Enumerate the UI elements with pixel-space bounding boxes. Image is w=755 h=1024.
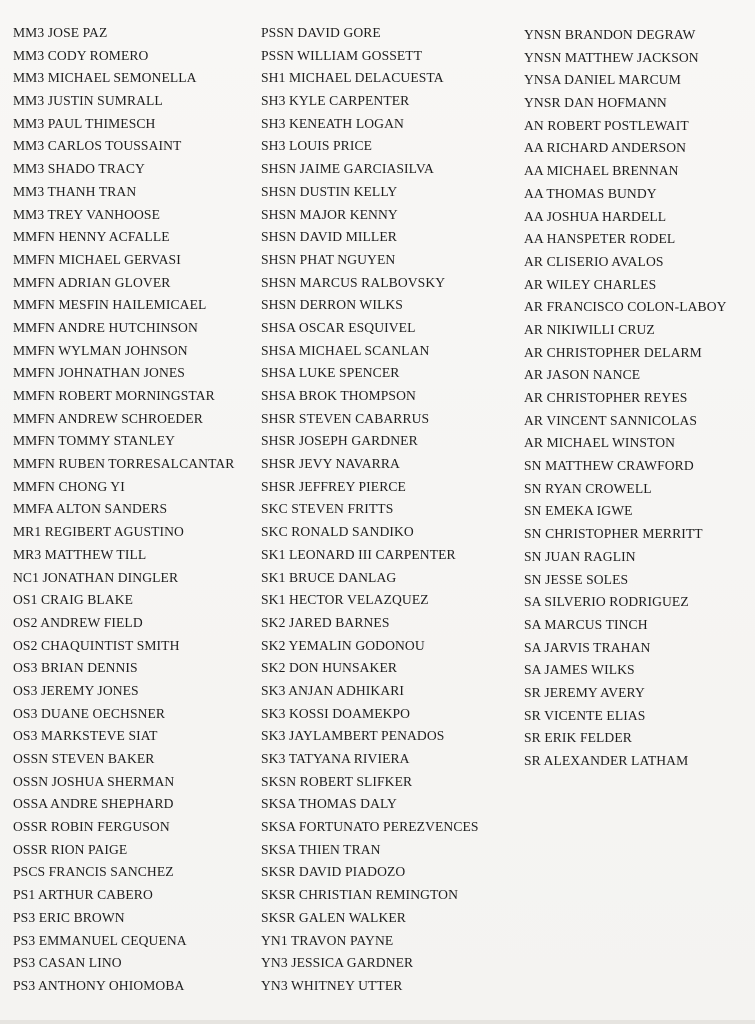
roster-entry: MMFN RUBEN TORRESALCANTAR [13, 456, 235, 472]
roster-entry: NC1 JONATHAN DINGLER [13, 569, 179, 585]
roster-entry: SHSN MAJOR KENNY [261, 206, 398, 222]
roster-entry: OS3 DUANE OECHSNER [13, 705, 166, 721]
roster-entry: MM3 JUSTIN SUMRALL [13, 93, 163, 109]
roster-entry: MM3 SHADO TRACY [13, 161, 145, 177]
roster-entry: MMFN TOMMY STANLEY [13, 433, 176, 449]
roster-entry: OS3 MARKSTEVE SIAT [13, 728, 158, 744]
roster-entry: SR VICENTE ELIAS [524, 707, 646, 723]
roster-entry: SHSN DAVID MILLER [261, 229, 397, 245]
page-bottom-edge [0, 1020, 755, 1024]
roster-entry: SHSN DUSTIN KELLY [261, 183, 398, 199]
roster-entry: PS3 ERIC BROWN [13, 909, 125, 925]
roster-entry: AA MICHAEL BRENNAN [524, 163, 679, 179]
roster-entry: SA MARCUS TINCH [524, 616, 648, 632]
roster-entry: AN ROBERT POSTLEWAIT [524, 117, 689, 133]
roster-entry: SK1 HECTOR VELAZQUEZ [261, 592, 429, 608]
roster-entry: MM3 TREY VANHOOSE [13, 206, 160, 222]
roster-entry: AR NIKIWILLI CRUZ [524, 321, 655, 337]
roster-entry: SR ERIK FELDER [524, 730, 632, 746]
roster-entry: SN CHRISTOPHER MERRITT [524, 526, 703, 542]
roster-entry: AA THOMAS BUNDY [524, 185, 657, 201]
roster-entry: OSSR RION PAIGE [13, 841, 128, 857]
roster-entry: OSSR ROBIN FERGUSON [13, 819, 170, 835]
roster-entry: SKSR DAVID PIADOZO [261, 864, 406, 880]
roster-entry: AR CHRISTOPHER DELARM [524, 344, 702, 360]
roster-entry: SN MATTHEW CRAWFORD [524, 458, 694, 474]
roster-entry: MR3 MATTHEW TILL [13, 546, 147, 562]
roster-entry: MMFN WYLMAN JOHNSON [13, 342, 188, 358]
roster-column-1 [13, 22, 234, 998]
roster-entry: SHSR JEFFREY PIERCE [261, 478, 406, 494]
roster-entry: SHSA MICHAEL SCANLAN [261, 342, 430, 358]
roster-entry: SKSN ROBERT SLIFKER [261, 773, 413, 789]
roster-entry: MMFN JOHNATHAN JONES [13, 365, 185, 381]
roster-entry: PSCS FRANCIS SANCHEZ [13, 864, 174, 880]
roster-entry: PS3 EMMANUEL CEQUENA [13, 932, 187, 948]
roster-entry: PS1 ARTHUR CABERO [13, 887, 153, 903]
roster-entry: OSSN JOSHUA SHERMAN [13, 773, 175, 789]
roster-entry: AR FRANCISCO COLON-LABOY [524, 299, 727, 315]
roster-entry: MMFN MESFIN HAILEMICAEL [13, 297, 207, 313]
roster-entry: SH1 MICHAEL DELACUESTA [261, 70, 444, 86]
roster-entry: MMFN ANDRE HUTCHINSON [13, 319, 198, 335]
roster-entry: SK2 DON HUNSAKER [261, 660, 398, 676]
roster-entry: AR CHRISTOPHER REYES [524, 390, 688, 405]
roster-entry: OSSA ANDRE SHEPHARD [13, 796, 174, 812]
roster-entry: SHSA OSCAR ESQUIVEL [261, 319, 416, 335]
roster-entry: YN1 TRAVON PAYNE [261, 932, 394, 948]
roster-entry: AA JOSHUA HARDELL [524, 208, 667, 224]
roster-entry: MMFN MICHAEL GERVASI [13, 251, 181, 267]
roster-entry: SHSA BROK THOMPSON [261, 388, 416, 403]
roster-entry: AA RICHARD ANDERSON [524, 140, 687, 156]
roster-entry: MM3 PAUL THIMESCH [13, 115, 156, 131]
roster-entry: SHSN DERRON WILKS [261, 297, 403, 313]
roster-entry: SA JAMES WILKS [524, 662, 635, 678]
roster-entry: YNSR DAN HOFMANN [524, 95, 667, 111]
roster-entry: AR MICHAEL WINSTON [524, 435, 676, 451]
roster-entry: SH3 LOUIS PRICE [261, 138, 373, 154]
roster-entry: SA JARVIS TRAHAN [524, 639, 651, 655]
roster-entry: OS3 JEREMY JONES [13, 682, 139, 698]
roster-entry: MM3 THANH TRAN [13, 183, 137, 199]
roster-entry: SKC STEVEN FRITTS [261, 501, 394, 517]
roster-entry: SK3 ANJAN ADHIKARI [261, 682, 405, 698]
roster-entry: SR JEREMY AVERY [524, 684, 645, 700]
roster-entry: SHSN PHAT NGUYEN [261, 251, 396, 267]
roster-entry: SN JESSE SOLES [524, 571, 629, 587]
roster-entry: SR ALEXANDER LATHAM [524, 753, 689, 768]
roster-entry: SHSN MARCUS RALBOVSKY [261, 274, 446, 290]
roster-entry: SHSR JEVY NAVARRA [261, 456, 400, 472]
roster-entry: MM3 CODY ROMERO [13, 47, 149, 63]
roster-entry: SN EMEKA IGWE [524, 503, 633, 519]
roster-entry: MMFN CHONG YI [13, 478, 125, 494]
roster-entry: SHSA LUKE SPENCER [261, 365, 400, 381]
roster-entry: MR1 REGIBERT AGUSTINO [13, 524, 184, 540]
roster-entry: YNSN BRANDON DEGRAW [524, 27, 696, 42]
roster-entry: SKSR CHRISTIAN REMINGTON [261, 887, 459, 903]
roster-entry: AA HANSPETER RODEL [524, 231, 676, 247]
roster-entry: MM3 JOSE PAZ [13, 25, 108, 40]
roster-column-2 [261, 22, 479, 998]
roster-entry: SHSN JAIME GARCIASILVA [261, 161, 434, 177]
roster-entry: SH3 KYLE CARPENTER [261, 93, 410, 109]
roster-entry: SK3 TATYANA RIVIERA [261, 751, 410, 766]
roster-entry: AR CLISERIO AVALOS [524, 253, 664, 269]
roster-entry: MMFN ROBERT MORNINGSTAR [13, 388, 215, 403]
roster-entry: MMFN ANDREW SCHROEDER [13, 410, 203, 426]
roster-entry: PSSN DAVID GORE [261, 25, 381, 40]
roster-entry: SK1 LEONARD III CARPENTER [261, 546, 456, 562]
roster-entry: OS1 CRAIG BLAKE [13, 592, 134, 608]
roster-entry: SKC RONALD SANDIKO [261, 524, 414, 540]
roster-entry: YN3 JESSICA GARDNER [261, 955, 414, 971]
roster-entry: MM3 CARLOS TOUSSAINT [13, 138, 182, 154]
roster-entry: OSSN STEVEN BAKER [13, 751, 155, 766]
roster-entry: SKSA THOMAS DALY [261, 796, 397, 812]
roster-entry: YN3 WHITNEY UTTER [261, 977, 403, 993]
roster-entry: SK2 YEMALIN GODONOU [261, 637, 425, 653]
roster-entry: SKSR GALEN WALKER [261, 909, 406, 925]
roster-entry: AR JASON NANCE [524, 367, 641, 383]
roster-entry: PS3 ANTHONY OHIOMOBA [13, 977, 185, 993]
roster-entry: SHSR JOSEPH GARDNER [261, 433, 418, 449]
roster-entry: OS3 BRIAN DENNIS [13, 660, 138, 676]
roster-entry: YNSA DANIEL MARCUM [524, 72, 681, 88]
roster-entry: SKSA FORTUNATO PEREZVENCES [261, 819, 479, 835]
roster-entry: SN JUAN RAGLIN [524, 548, 636, 564]
roster-entry: MMFN ADRIAN GLOVER [13, 274, 171, 290]
roster-entry: SK3 KOSSI DOAMEKPO [261, 705, 411, 721]
roster-entry: OS2 CHAQUINTIST SMITH [13, 637, 180, 653]
roster-entry: PS3 CASAN LINO [13, 955, 122, 971]
roster-entry: PSSN WILLIAM GOSSETT [261, 47, 423, 63]
roster-entry: YNSN MATTHEW JACKSON [524, 49, 699, 65]
roster-entry: SK2 JARED BARNES [261, 614, 390, 630]
roster-entry: SH3 KENEATH LOGAN [261, 115, 404, 131]
roster-entry: OS2 ANDREW FIELD [13, 614, 143, 630]
roster-entry: SK3 JAYLAMBERT PENADOS [261, 728, 445, 744]
roster-entry: AR VINCENT SANNICOLAS [524, 412, 698, 428]
roster-entry: SKSA THIEN TRAN [261, 841, 381, 857]
roster-entry: AR WILEY CHARLES [524, 276, 657, 292]
roster-entry: MMFN HENNY ACFALLE [13, 229, 170, 245]
roster-entry: SN RYAN CROWELL [524, 480, 652, 496]
roster-column-3 [524, 24, 727, 773]
roster-entry: SHSR STEVEN CABARRUS [261, 410, 430, 426]
roster-entry: MMFA ALTON SANDERS [13, 501, 168, 517]
roster-entry: SA SILVERIO RODRIGUEZ [524, 594, 689, 610]
roster-entry: MM3 MICHAEL SEMONELLA [13, 70, 197, 86]
roster-entry: SK1 BRUCE DANLAG [261, 569, 397, 585]
